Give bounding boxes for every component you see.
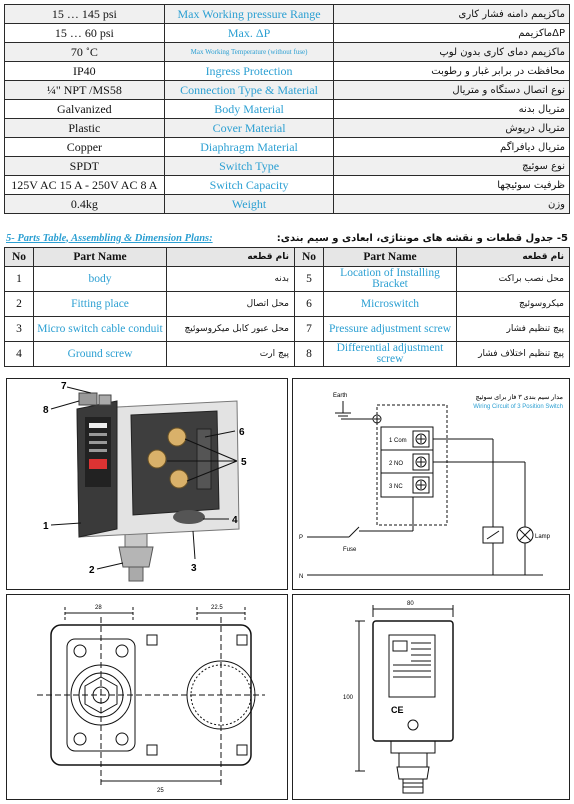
spec-row (5, 24, 570, 43)
parts-row (5, 267, 570, 292)
callout-7: 7 (61, 381, 67, 392)
spec-label-fa: ظرفیت سوئیچها (334, 176, 570, 195)
part-name-fa: میکروسوئیچ (457, 292, 570, 317)
parts-row (5, 342, 570, 367)
dimension-22-5: 22.5 (211, 605, 223, 611)
part-name-en: Ground screw (34, 342, 167, 367)
specifications-table (4, 4, 570, 214)
spec-label-en: Switch Capacity (164, 176, 334, 195)
callout-2: 2 (89, 565, 95, 576)
spec-label-fa: ماکزیممΔP (334, 24, 570, 43)
part-name-fa: محل نصب براکت (457, 267, 570, 292)
fitting-thread (129, 567, 143, 581)
spec-value: 15 … 145 psi (5, 5, 165, 24)
wiring-diagram-panel (292, 378, 570, 590)
spec-label-fa: متریال دیافراگم (334, 138, 570, 157)
dimension-80: 80 (407, 601, 414, 607)
dimension-front-drawing (7, 595, 287, 799)
parts-header-part-name: Part Name (34, 248, 167, 267)
parts-header-part-name: Part Name (324, 248, 457, 267)
part-number: 7 (295, 317, 324, 342)
terminal-screw (170, 470, 188, 488)
p-line-label: P (299, 535, 304, 541)
spec-value: Plastic (5, 119, 165, 138)
spec-row (5, 5, 570, 24)
part-name-en: Differential adjustment screw (324, 342, 457, 367)
spec-label-en: Cover Material (164, 119, 334, 138)
dimension-100: 100 (343, 695, 354, 701)
spec-label-fa: ماکزیمم دامنه فشار کاری (334, 5, 570, 24)
spec-value: 70 ˚C (5, 43, 165, 62)
spec-row (5, 119, 570, 138)
callout-6: 6 (239, 427, 245, 438)
part-name-fa: بدنه (167, 267, 295, 292)
callout-4: 4 (232, 515, 238, 526)
part-name-en: body (34, 267, 167, 292)
section-title-en: 5- Parts Table, Assembling & Dimension Plans: (6, 232, 213, 244)
spec-label-fa: محافظت در برابر غبار و رطوبت (334, 62, 570, 81)
part-number: 3 (5, 317, 34, 342)
part-name-en: Micro switch cable conduit (34, 317, 167, 342)
part-number: 2 (5, 292, 34, 317)
parts-header-fa-name: نام قطعه (457, 248, 570, 267)
parts-header-no: No (5, 248, 34, 267)
part-name-fa: پیچ ارت (167, 342, 295, 367)
spec-value: SPDT (5, 157, 165, 176)
dimension-front-panel (6, 594, 288, 800)
spec-label-en: Connection Type & Material (164, 81, 334, 100)
specifications-body (5, 5, 570, 214)
spec-row (5, 176, 570, 195)
part-number: 1 (5, 267, 34, 292)
spec-label-en: Weight (164, 195, 334, 214)
spec-row (5, 195, 570, 214)
wiring-title-en: Wiring Circuit of 3 Position Switch (473, 404, 563, 410)
spec-value: Copper (5, 138, 165, 157)
fitting-nut (119, 547, 153, 567)
spec-value: 0.4kg (5, 195, 165, 214)
spec-value: IP40 (5, 62, 165, 81)
spec-label-en: Ingress Protection (164, 62, 334, 81)
parts-header-fa-name: نام قطعه (167, 248, 295, 267)
dimension-side-panel (292, 594, 570, 800)
part-name-fa: محل اتصال (167, 292, 295, 317)
section-title-fa: 5- جدول قطعات و نقشه های مونتاژی، ابعادی و سیم بندی: (276, 232, 568, 244)
spec-value: Galvanized (5, 100, 165, 119)
spec-label-en: Diaphragm Material (164, 138, 334, 157)
part-name-fa: پیچ تنظیم فشار (457, 317, 570, 342)
ce-mark: CE (391, 705, 404, 715)
part-number: 5 (295, 267, 324, 292)
terminal-nc-label: 3 NC (389, 484, 403, 490)
spec-row (5, 100, 570, 119)
spec-value: 15 … 60 psi (5, 24, 165, 43)
part-name-fa: پیچ تنظیم اختلاف فشار (457, 342, 570, 367)
parts-row (5, 292, 570, 317)
parts-table (4, 247, 570, 367)
part-name-fa: محل عبور کابل میکروسوئیچ (167, 317, 295, 342)
earth-label: Earth (333, 393, 348, 399)
terminal-screw (148, 450, 166, 468)
spec-label-en: Body Material (164, 100, 334, 119)
part-number: 4 (5, 342, 34, 367)
callout-1: 1 (43, 521, 49, 532)
spec-label-fa: نوع سوئیچ (334, 157, 570, 176)
spec-row (5, 157, 570, 176)
parts-header-no: No (295, 248, 324, 267)
section-title (6, 230, 568, 246)
part-name-en: Pressure adjustment screw (324, 317, 457, 342)
spec-value: ¼" NPT /MS58 (5, 81, 165, 100)
spec-row (5, 43, 570, 62)
pressure-adjustment-screw (79, 393, 97, 405)
callout-8: 8 (43, 405, 49, 416)
lamp-label: Lamp (535, 534, 551, 540)
spec-label-en: Max Working Temperature (without fuse) (164, 43, 334, 62)
spec-label-fa: نوع اتصال دستگاه و متریال (334, 81, 570, 100)
spec-row (5, 81, 570, 100)
spec-row (5, 62, 570, 81)
device-photo-illustration (7, 379, 287, 589)
callout-3: 3 (191, 563, 197, 574)
spec-label-en: Max Working pressure Range (164, 5, 334, 24)
part-name-en: Location of Installing Bracket (324, 267, 457, 292)
terminal-screw (168, 428, 186, 446)
callout-5: 5 (241, 457, 247, 468)
spec-label-fa: متریال درپوش (334, 119, 570, 138)
parts-header-row (5, 248, 570, 267)
part-number: 6 (295, 292, 324, 317)
spec-label-en: Switch Type (164, 157, 334, 176)
device-photo-panel (6, 378, 288, 590)
spec-value: 125V AC 15 A - 250V AC 8 A (5, 176, 165, 195)
n-line-label: N (299, 574, 304, 580)
spec-label-en: Max. ΔP (164, 24, 334, 43)
wiring-diagram (293, 379, 569, 589)
dimension-25: 25 (157, 788, 164, 794)
dimension-28: 28 (95, 605, 102, 611)
fuse-label: Fuse (343, 547, 357, 553)
parts-row (5, 317, 570, 342)
ground-screw (173, 510, 205, 524)
part-name-en: Fitting place (34, 292, 167, 317)
differential-adjustment-screw (99, 395, 111, 405)
terminal-com-label: 1 Com (389, 438, 407, 444)
microswitch (197, 429, 211, 489)
spec-label-fa: متریال بدنه (334, 100, 570, 119)
spec-label-fa: وزن (334, 195, 570, 214)
parts-body (5, 267, 570, 367)
spec-label-fa: ماکزیمم دمای کاری بدون لوپ (334, 43, 570, 62)
wiring-title-fa: مدار سیم بندی ۳ فاز برای سوئیچ (475, 394, 563, 401)
terminal-no-label: 2 NO (389, 461, 404, 467)
dimension-side-drawing (293, 595, 569, 799)
part-number: 8 (295, 342, 324, 367)
part-name-en: Microswitch (324, 292, 457, 317)
spec-row (5, 138, 570, 157)
